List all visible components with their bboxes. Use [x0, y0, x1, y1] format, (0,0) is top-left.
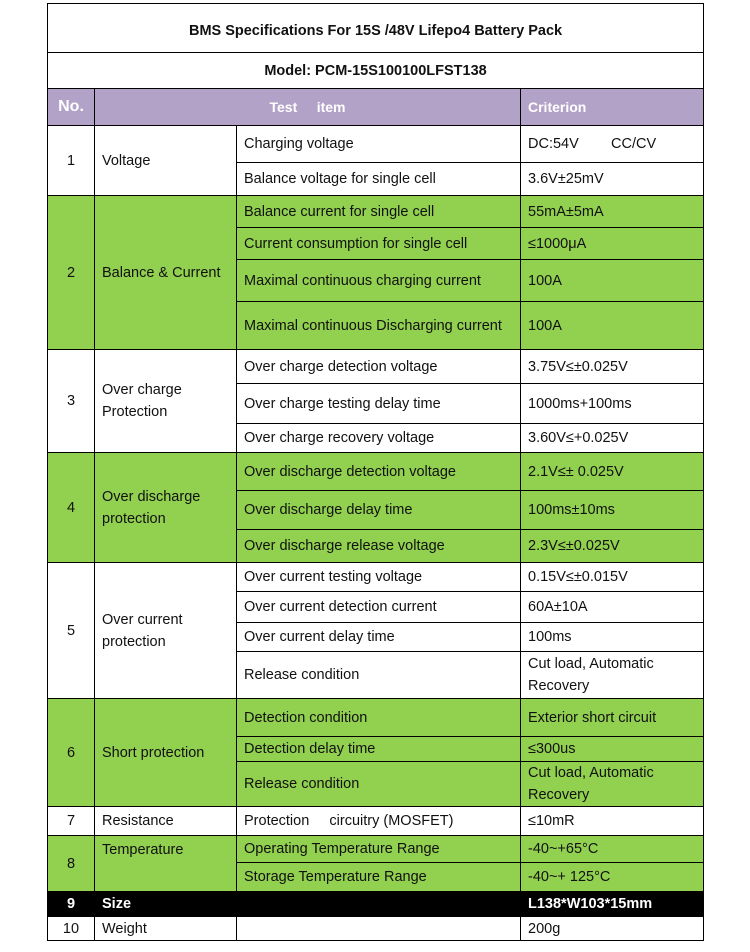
criterion: 100A	[521, 302, 704, 350]
table-row	[48, 453, 704, 491]
group-name: Over discharge protection	[95, 453, 237, 563]
header-test-item: Test item	[95, 89, 521, 126]
header-no: No.	[48, 89, 95, 126]
test-item: Over current delay time	[237, 623, 521, 652]
table-row	[48, 350, 704, 384]
test-item: Over discharge delay time	[237, 491, 521, 530]
criterion: 100ms	[521, 623, 704, 652]
model-label: Model: PCM-15S100100LFST138	[48, 53, 704, 89]
empty-cell	[237, 892, 521, 917]
table-row	[48, 807, 704, 836]
criterion: 3.6V±25mV	[521, 163, 704, 196]
test-item: Charging voltage	[237, 126, 521, 163]
test-item: Over charge testing delay time	[237, 384, 521, 424]
criterion: Cut load, Automatic Recovery	[521, 762, 704, 807]
group-name: Resistance	[95, 807, 237, 836]
criterion: ≤300us	[521, 737, 704, 762]
criterion: 1000ms+100ms	[521, 384, 704, 424]
test-item: Over charge detection voltage	[237, 350, 521, 384]
header-row	[48, 89, 704, 126]
test-item: Maximal continuous charging current	[237, 260, 521, 302]
table-title: BMS Specifications For 15S /48V Lifepo4 Battery Pack	[48, 4, 704, 53]
table-row	[48, 917, 704, 941]
test-item: Current consumption for single cell	[237, 228, 521, 260]
criterion: 0.15V≤±0.015V	[521, 563, 704, 592]
table-row	[48, 892, 704, 917]
empty-cell	[237, 917, 521, 941]
test-item: Over current detection current	[237, 592, 521, 623]
group-number: 8	[48, 836, 95, 892]
test-item: Protection circuitry (MOSFET)	[237, 807, 521, 836]
criterion: 2.3V≤±0.025V	[521, 530, 704, 563]
group-name: Voltage	[95, 126, 237, 196]
group-name: Short protection	[95, 699, 237, 807]
criterion: 3.75V≤±0.025V	[521, 350, 704, 384]
criterion: 100ms±10ms	[521, 491, 704, 530]
criterion: ≤10mR	[521, 807, 704, 836]
bms-spec-table	[47, 3, 704, 941]
table-row	[48, 126, 704, 163]
group-number: 6	[48, 699, 95, 807]
test-item: Over charge recovery voltage	[237, 424, 521, 453]
criterion: 2.1V≤± 0.025V	[521, 453, 704, 491]
test-item: Release condition	[237, 762, 521, 807]
group-name: Size	[95, 892, 237, 917]
criterion: 200g	[521, 917, 704, 941]
table-row	[48, 699, 704, 737]
criterion: Exterior short circuit	[521, 699, 704, 737]
criterion: 100A	[521, 260, 704, 302]
group-number: 5	[48, 563, 95, 699]
group-name: Balance & Current	[95, 196, 237, 350]
group-name: Over current protection	[95, 563, 237, 699]
group-number: 2	[48, 196, 95, 350]
test-item: Release condition	[237, 652, 521, 699]
criterion: L138*W103*15mm	[521, 892, 704, 917]
group-name: Temperature	[95, 836, 237, 892]
test-item: Balance voltage for single cell	[237, 163, 521, 196]
test-item: Storage Temperature Range	[237, 863, 521, 892]
test-item: Over discharge detection voltage	[237, 453, 521, 491]
test-item: Over discharge release voltage	[237, 530, 521, 563]
criterion: DC:54V CC/CV	[521, 126, 704, 163]
table-row	[48, 563, 704, 592]
table-row	[48, 196, 704, 228]
test-item: Operating Temperature Range	[237, 836, 521, 863]
criterion: 55mA±5mA	[521, 196, 704, 228]
group-number: 9	[48, 892, 95, 917]
test-item: Balance current for single cell	[237, 196, 521, 228]
criterion: -40~+65°C	[521, 836, 704, 863]
group-name: Weight	[95, 917, 237, 941]
group-number: 1	[48, 126, 95, 196]
test-item: Over current testing voltage	[237, 563, 521, 592]
criterion: 3.60V≤+0.025V	[521, 424, 704, 453]
criterion: 60A±10A	[521, 592, 704, 623]
criterion: -40~+ 125°C	[521, 863, 704, 892]
criterion: ≤1000μA	[521, 228, 704, 260]
criterion: Cut load, Automatic Recovery	[521, 652, 704, 699]
test-item: Maximal continuous Discharging current	[237, 302, 521, 350]
test-item: Detection delay time	[237, 737, 521, 762]
group-number: 7	[48, 807, 95, 836]
test-item: Detection condition	[237, 699, 521, 737]
group-name: Over charge Protection	[95, 350, 237, 453]
header-criterion: Criterion	[521, 89, 704, 126]
table-row	[48, 836, 704, 863]
group-number: 4	[48, 453, 95, 563]
group-number: 3	[48, 350, 95, 453]
group-number: 10	[48, 917, 95, 941]
